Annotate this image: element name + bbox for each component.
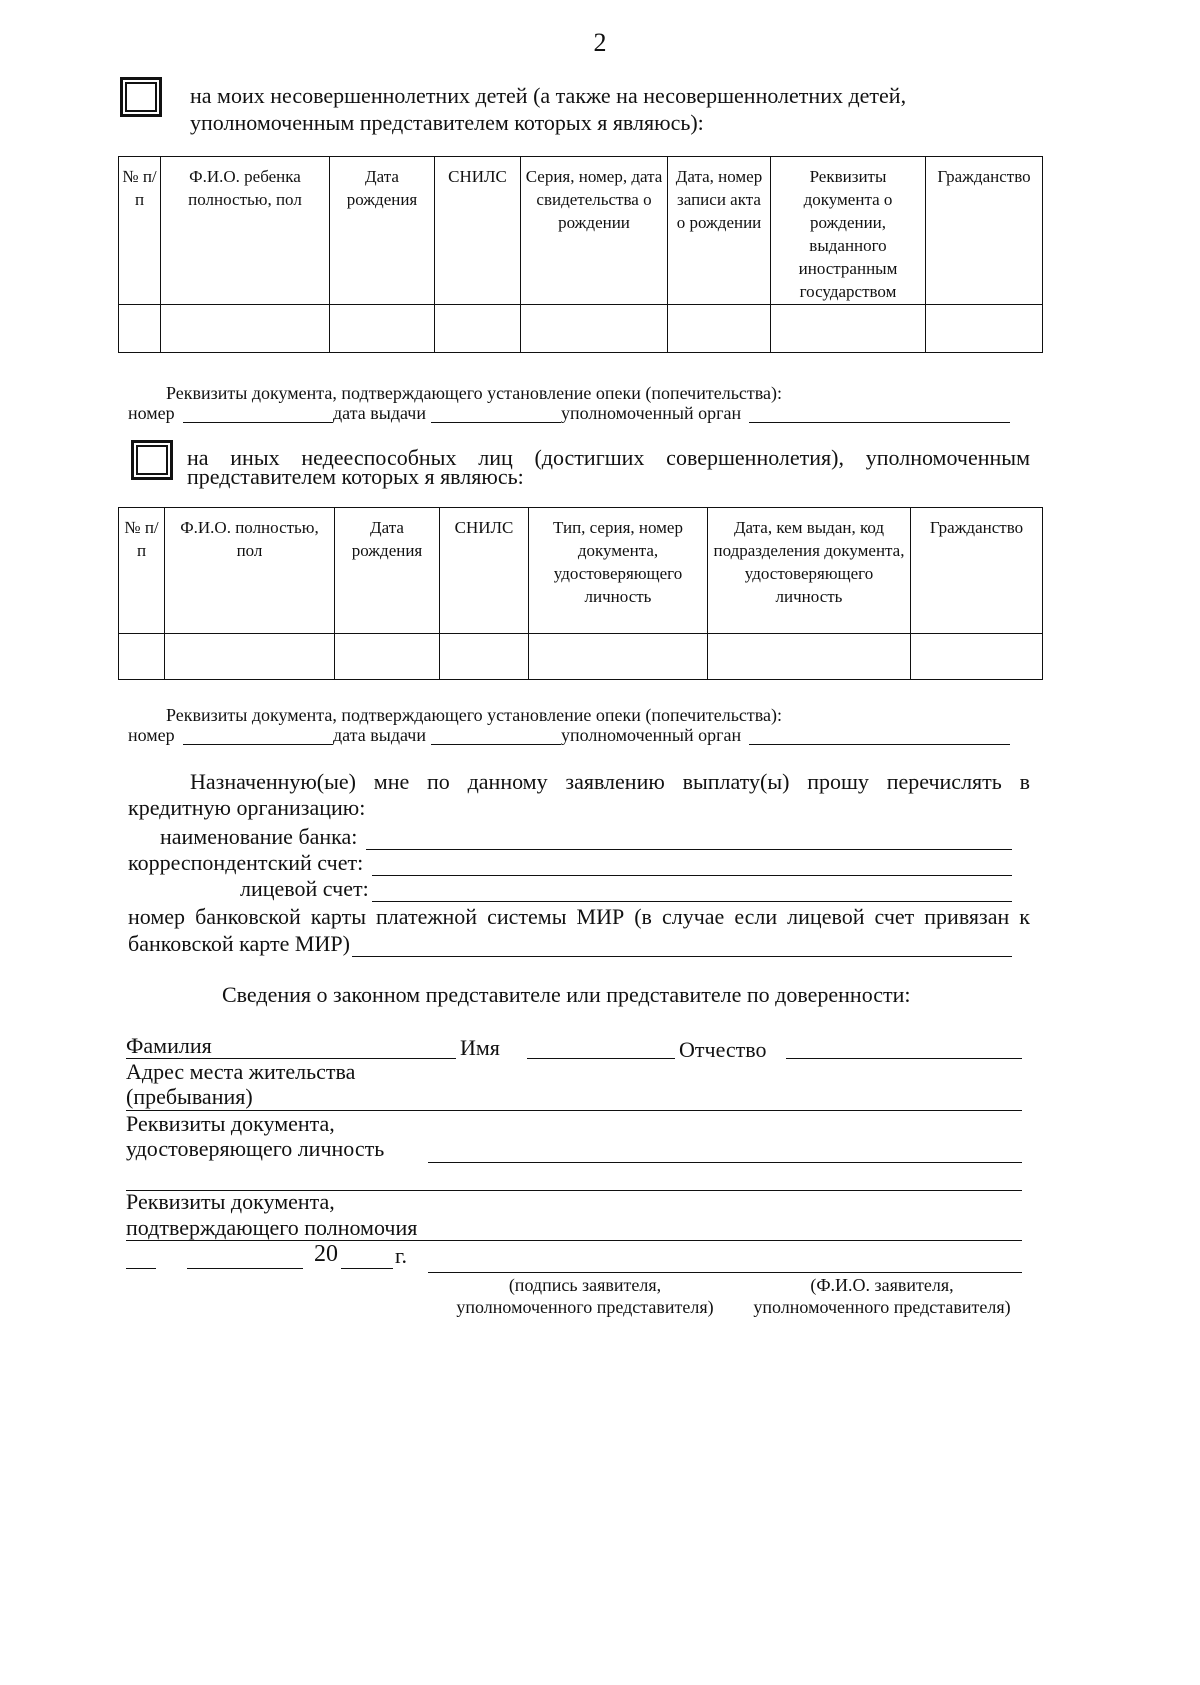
table-cell[interactable] — [521, 305, 668, 353]
mir-card-label: номер банковской карты платежной системы МИР (в случае если лицевой счет привязан к банковской карте МИР) — [128, 904, 1030, 956]
children-number-field[interactable] — [183, 422, 333, 423]
year-field[interactable] — [341, 1268, 393, 1269]
children-table-header — [119, 157, 1043, 305]
signature-caption-line1: (подпись заявителя, — [508, 1275, 662, 1295]
header-cell: Гражданство — [911, 508, 1043, 634]
table-cell[interactable] — [668, 305, 771, 353]
address-label-line1: Адрес места жительства — [126, 1059, 356, 1084]
table-cell[interactable] — [435, 305, 521, 353]
surname-label: Фамилия — [126, 1033, 212, 1058]
table-cell[interactable] — [911, 634, 1043, 680]
header-cell: Дата рождения — [335, 508, 440, 634]
id-doc-field[interactable] — [428, 1162, 1022, 1163]
table-cell[interactable] — [119, 634, 165, 680]
incapacitated-guardianship-title: Реквизиты документа, подтверждающего установление опеки (попечительства): — [166, 705, 782, 725]
children-guardianship-title: Реквизиты документа, подтверждающего установление опеки (попечительства): — [166, 383, 782, 403]
table-cell[interactable] — [330, 305, 435, 353]
children-authority-field[interactable] — [749, 422, 1010, 423]
table-cell[interactable] — [165, 634, 335, 680]
children-table — [118, 156, 1043, 353]
incapacitated-authority-field[interactable] — [749, 744, 1010, 745]
name-field[interactable] — [527, 1058, 675, 1059]
incapacitated-table-header — [119, 508, 1043, 634]
name-label: Имя — [460, 1035, 500, 1060]
incapacitated-section-text-line1: на иных недееспособных лиц (достигших совершеннолетия), уполномоченным — [187, 445, 1030, 470]
incapacitated-number-label: номер — [128, 725, 175, 745]
signature-caption-line2: уполномоченного представителя) — [456, 1297, 714, 1317]
authority-doc-field[interactable] — [126, 1240, 1022, 1241]
patronymic-label: Отчество — [679, 1037, 767, 1062]
incapacitated-authority-label: уполномоченный орган — [561, 725, 742, 745]
incapacitated-date-label: дата выдачи — [333, 725, 426, 745]
header-cell: Ф.И.О. ребенка полностью, пол — [161, 157, 330, 305]
children-date-field[interactable] — [431, 422, 561, 423]
incapacitated-date-field[interactable] — [431, 744, 561, 745]
header-cell: № п/п — [119, 157, 161, 305]
incapacitated-number-field[interactable] — [183, 744, 333, 745]
page-number: 2 — [593, 28, 607, 57]
personal-account-label: лицевой счет: — [240, 876, 369, 901]
incapacitated-table — [118, 507, 1043, 680]
authority-doc-label-line2: подтверждающего полномочия — [126, 1215, 418, 1240]
table-cell[interactable] — [119, 305, 161, 353]
patronymic-field[interactable] — [786, 1058, 1022, 1059]
header-cell: Дата рождения — [330, 157, 435, 305]
day-field[interactable] — [126, 1268, 156, 1269]
header-cell: Ф.И.О. полностью, пол — [165, 508, 335, 634]
bank-name-field[interactable] — [366, 849, 1012, 850]
table-cell[interactable] — [161, 305, 330, 353]
incapacitated-section-text-line2: представителем которых я являюсь: — [187, 464, 524, 489]
header-cell: СНИЛС — [435, 157, 521, 305]
table-cell[interactable] — [771, 305, 926, 353]
year-prefix: 20 — [314, 1241, 338, 1267]
header-cell: Серия, номер, дата свидетельства о рождении — [521, 157, 668, 305]
authority-doc-label-line1: Реквизиты документа, — [126, 1189, 335, 1214]
children-table-row — [119, 305, 1043, 353]
fio-caption-line1: (Ф.И.О. заявителя, — [810, 1275, 954, 1295]
table-cell[interactable] — [708, 634, 911, 680]
table-cell[interactable] — [440, 634, 529, 680]
corr-account-field[interactable] — [372, 875, 1012, 876]
table-cell[interactable] — [529, 634, 708, 680]
header-cell: СНИЛС — [440, 508, 529, 634]
address-label-line2: (пребывания) — [126, 1084, 253, 1109]
mir-card-field[interactable] — [352, 956, 1012, 957]
children-authority-label: уполномоченный орган — [561, 403, 742, 423]
representative-title: Сведения о законном представителе или представителе по доверенности: — [222, 982, 911, 1007]
children-section-text: на моих несовершеннолетних детей (а также на несовершеннолетних детей, уполномоченным представителем которых я являюсь): — [190, 83, 907, 135]
children-checkbox[interactable] — [120, 77, 162, 117]
header-cell: Гражданство — [926, 157, 1043, 305]
id-doc-label-line2: удостоверяющего личность — [126, 1136, 385, 1161]
header-cell: Дата, номер записи акта о рождении — [668, 157, 771, 305]
children-date-label: дата выдачи — [333, 403, 426, 423]
month-field[interactable] — [187, 1268, 303, 1269]
fio-caption-line2: уполномоченного представителя) — [753, 1297, 1011, 1317]
header-cell: № п/п — [119, 508, 165, 634]
incapacitated-table-row — [119, 634, 1043, 680]
header-cell: Реквизиты документа о рождении, выданного иностранным государством — [771, 157, 926, 305]
payment-intro: Назначенную(ые) мне по данному заявлению выплату(ы) прошу перечислять в кредитную организацию: — [128, 769, 1030, 820]
table-cell[interactable] — [335, 634, 440, 680]
header-cell: Тип, серия, номер документа, удостоверяющего личность — [529, 508, 708, 634]
table-cell[interactable] — [926, 305, 1043, 353]
personal-account-field[interactable] — [372, 901, 1012, 902]
incapacitated-checkbox[interactable] — [131, 440, 173, 480]
children-number-label: номер — [128, 403, 175, 423]
corr-account-label: корреспондентский счет: — [128, 850, 364, 875]
year-suffix: г. — [395, 1243, 408, 1268]
bank-name-label: наименование банка: — [160, 824, 358, 849]
id-doc-label-line1: Реквизиты документа, — [126, 1111, 335, 1136]
header-cell: Дата, кем выдан, код подразделения документа, удостоверяющего личность — [708, 508, 911, 634]
